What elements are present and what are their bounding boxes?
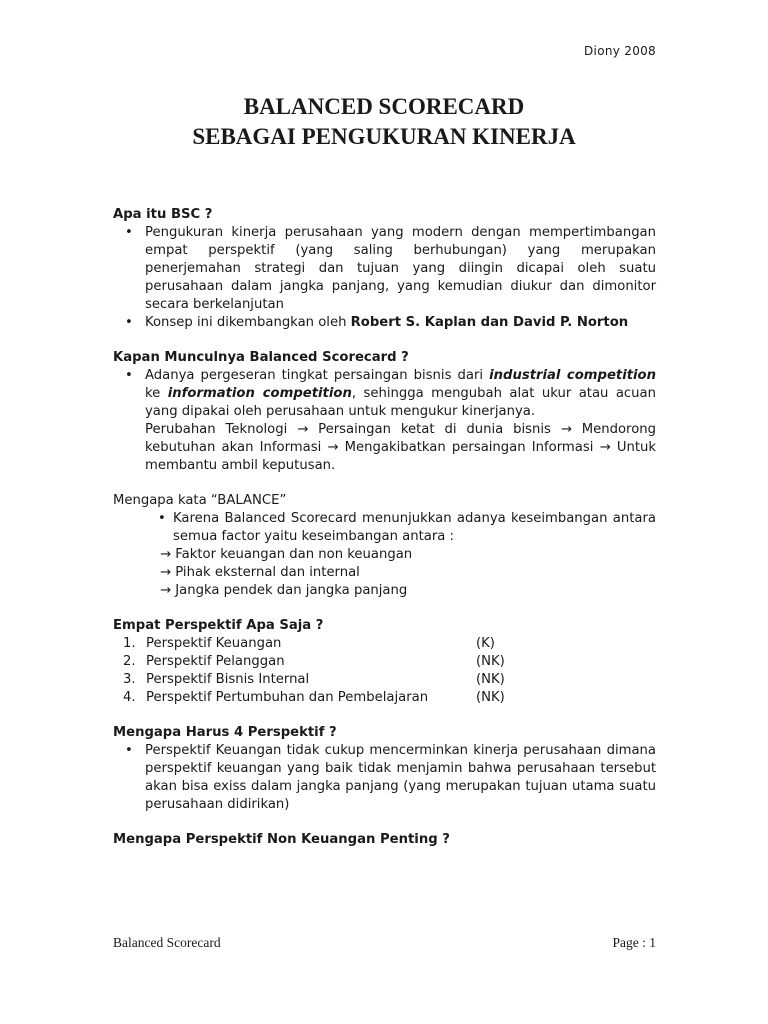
information-competition-term: information competition <box>167 386 352 401</box>
document-title <box>0 92 768 152</box>
arrow-right-icon: → <box>297 422 309 437</box>
balance-item-text: Faktor keuangan dan non keuangan <box>175 547 413 562</box>
list-item <box>113 742 656 814</box>
perspektif-label: Perspektif Bisnis Internal <box>146 672 310 687</box>
bullet-icon: • <box>158 511 166 526</box>
bullet-icon: • <box>125 743 133 758</box>
perspektif-label: Perspektif Keuangan <box>146 636 282 651</box>
perspektif-list <box>113 635 656 707</box>
bullet-icon: • <box>125 368 133 383</box>
list-item <box>113 689 656 707</box>
footer-page-number: Page : 1 <box>612 935 656 950</box>
arrow-right-icon: → <box>560 422 572 437</box>
perspektif-code: (NK) <box>476 690 505 705</box>
chain-text: Perubahan Teknologi <box>145 422 298 437</box>
list-item <box>113 582 656 600</box>
title-line-1: BALANCED SCORECARD <box>243 94 525 119</box>
balance-bullet-text: Karena Balanced Scorecard menunjukkan adanya keseimbangan antara semua factor yaitu keseimbangan antara : <box>173 511 656 544</box>
balance-item-text: Jangka pendek dan jangka panjang <box>175 583 408 598</box>
section-heading-kapan: Kapan Munculnya Balanced Scorecard ? <box>113 350 409 365</box>
perspektif-label: Perspektif Pertumbuhan dan Pembelajaran <box>146 690 429 705</box>
list-number: 1. <box>123 636 136 651</box>
bullet-icon: • <box>125 225 133 240</box>
list-item <box>113 224 656 314</box>
kapan-text: ke <box>145 386 168 401</box>
header-author-year: Diony 2008 <box>584 44 656 58</box>
list-number: 4. <box>123 690 136 705</box>
list-item <box>113 367 656 421</box>
bsc-bullet-1-text: Pengukuran kinerja perusahaan yang modern dengan mempertimbangan empat perspektif (yang saling berhubungan) yang merupakan penerjemahan strategi dan tujuan yang diingin dicapai oleh suatu perusahaan dalam jangka panjang, yang kemudian diukur dan dimonitor secara berkelanjutan <box>145 225 656 312</box>
harus-bullet-text: Perspektif Keuangan tidak cukup mencerminkan kinerja perusahaan dimana perspektif keuangan yang baik tidak menjamin bahwa perusahaan tersebut akan bisa exiss dalam jangka panjang (yang merupakan tujuan utama suatu perusahaan didirikan) <box>145 743 656 812</box>
balance-list <box>113 510 656 546</box>
list-item <box>113 546 656 564</box>
arrow-right-icon: → <box>160 583 172 598</box>
bullet-icon: • <box>125 315 133 330</box>
industrial-competition-term: industrial competition <box>489 368 657 383</box>
arrow-right-icon: → <box>599 440 611 455</box>
arrow-right-icon: → <box>160 547 172 562</box>
perspektif-label: Perspektif Pelanggan <box>146 654 285 669</box>
section-heading-nonkeu: Mengapa Perspektif Non Keuangan Penting ? <box>113 832 450 847</box>
section-heading-balance: Mengapa kata “BALANCE” <box>113 493 287 508</box>
section-heading-empat: Empat Perspektif Apa Saja ? <box>113 618 324 633</box>
kapan-text: , sehingga mengubah alat ukur atau acuan yang dipakai oleh perusahaan untuk mengukur kinerjanya. <box>145 386 656 419</box>
arrow-right-icon: → <box>327 440 339 455</box>
perspektif-code: (NK) <box>476 672 505 687</box>
chain-text: Untuk membantu ambil keputusan. <box>145 440 656 473</box>
perspektif-code: (K) <box>476 636 495 651</box>
bsc-authors: Robert S. Kaplan dan David P. Norton <box>350 315 629 330</box>
bsc-bullet-2-text: Konsep ini dikembangkan oleh <box>145 315 351 330</box>
list-item <box>113 671 656 689</box>
kapan-text: Adanya pergeseran tingkat persaingan bisnis dari <box>145 368 490 383</box>
list-item <box>113 653 656 671</box>
list-item <box>113 635 656 653</box>
chain-text: Mengakibatkan persaingan Informasi <box>338 440 600 455</box>
document-body <box>113 206 656 849</box>
chain-text: Mendorong kebutuhan akan Informasi <box>145 422 656 455</box>
section-heading-bsc: Apa itu BSC ? <box>113 207 213 222</box>
list-number: 2. <box>123 654 136 669</box>
balance-item-text: Pihak eksternal dan internal <box>175 565 360 580</box>
list-item <box>113 564 656 582</box>
title-line-2: SEBAGAI PENGUKURAN KINERJA <box>192 124 576 149</box>
chain-text: Persaingan ketat di dunia bisnis <box>308 422 561 437</box>
footer-title: Balanced Scorecard <box>113 935 221 950</box>
page-footer <box>113 934 656 952</box>
kapan-chain-paragraph <box>113 421 656 475</box>
arrow-right-icon: → <box>160 565 172 580</box>
section-heading-harus: Mengapa Harus 4 Perspektif ? <box>113 725 337 740</box>
list-number: 3. <box>123 672 136 687</box>
perspektif-code: (NK) <box>476 654 505 669</box>
list-item <box>158 510 656 546</box>
list-item <box>113 314 656 332</box>
